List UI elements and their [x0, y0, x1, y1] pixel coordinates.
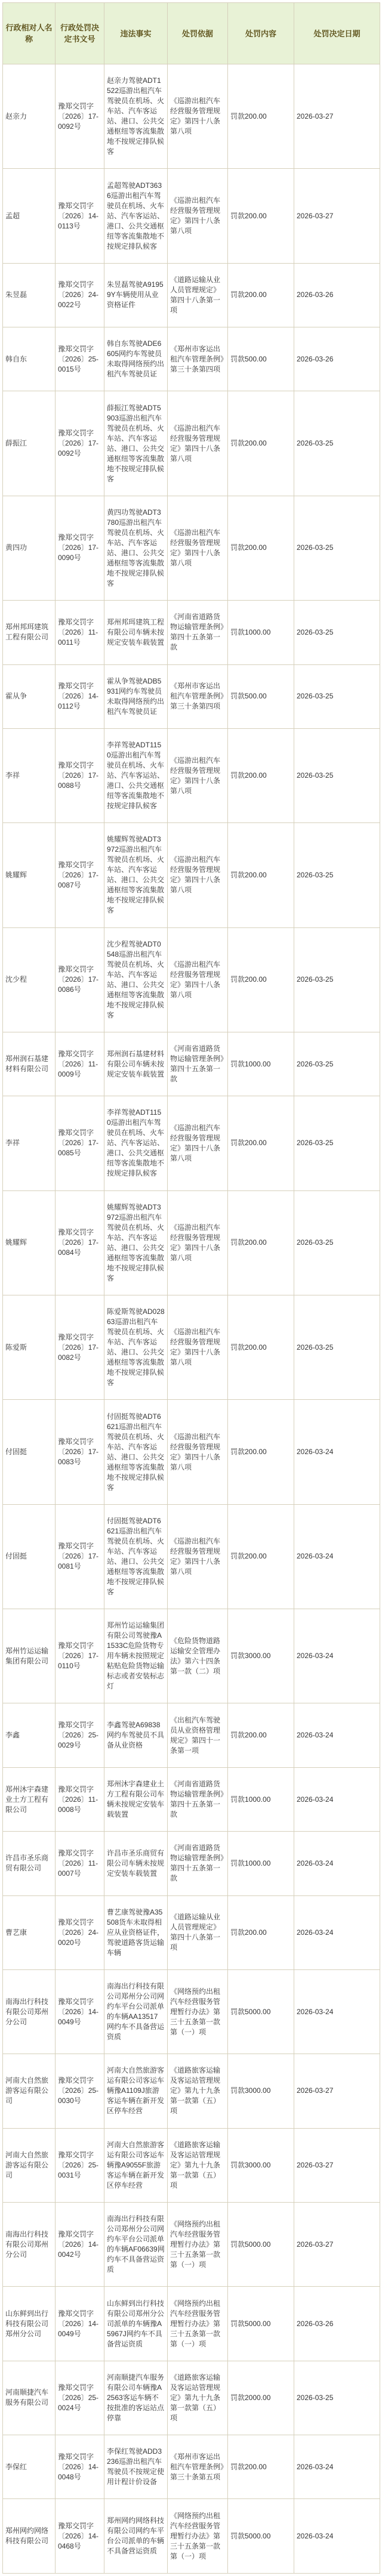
cell-basis: 《郑州市客运出租汽车管理条例》第三十条第四项 — [168, 664, 228, 728]
cell-fact: 郑州网约网络科技有限公司网约车平台公司派单的车辆不具备营运资质 — [104, 2499, 168, 2573]
cell-basis: 《巡游出租汽车经营服务管理规定》第四十八条第八项 — [168, 1400, 228, 1504]
cell-name: 赵亲力 — [3, 64, 56, 169]
table-row — [3, 1767, 380, 1831]
cell-basis: 《巡游出租汽车经营服务管理规定》第四十八条第八项 — [168, 1190, 228, 1295]
cell-content: 罚款5000.00 — [228, 2499, 294, 2573]
cell-basis: 《巡游出租汽车经营服务管理规定》第四十八条第八项 — [168, 64, 228, 169]
cell-basis: 《网络预约出租汽车经营服务管理暂行办法》第三十五条第一款第（一）项 — [168, 2287, 228, 2361]
cell-fact: 赵亲力驾驶ADT1522巡游出租汽车驾驶员在机场、火车站、汽车客运站、港口、公共交通枢纽等客流集散地不按规定排队候客 — [104, 64, 168, 169]
cell-date: 2026-03-25 — [294, 1295, 380, 1400]
cell-content: 罚款200.00 — [228, 64, 294, 169]
cell-name: 李祥 — [3, 1096, 56, 1190]
cell-basis: 《网络预约出租汽车经营服务管理暂行办法》第三十五条第一款第（一）项 — [168, 2499, 228, 2573]
cell-doc-no: 豫郑交罚字〔2026〕17-0082号 — [56, 1295, 104, 1400]
cell-date: 2026-03-26 — [294, 2287, 380, 2361]
cell-date: 2026-03-27 — [294, 169, 380, 263]
cell-content: 罚款200.00 — [228, 1400, 294, 1504]
table-row — [3, 1895, 380, 1969]
cell-name: 付固挺 — [3, 1504, 56, 1609]
cell-content: 罚款200.00 — [228, 391, 294, 496]
table-row — [3, 823, 380, 927]
header-content: 处罚内容 — [228, 3, 294, 64]
cell-doc-no: 豫郑交罚字〔2026〕11-0009号 — [56, 1032, 104, 1096]
cell-content: 罚款500.00 — [228, 327, 294, 391]
cell-content: 罚款1000.00 — [228, 1767, 294, 1831]
cell-doc-no: 豫郑交罚字〔2026〕17-0092号 — [56, 64, 104, 169]
cell-fact: 黄四功驾驶ADT3780巡游出租汽车驾驶员在机场、火车站、汽车客运站、港口、公共交通枢纽等客流集散地不按规定排队候客 — [104, 496, 168, 600]
cell-fact: 孟超驾驶ADT3636巡游出租汽车驾驶员在机场、火车站、汽车客运站、港口、公共交通枢纽等客流集散地不按规定排队候客 — [104, 169, 168, 263]
cell-doc-no: 豫郑交罚字〔2026〕25-0024号 — [56, 2361, 104, 2435]
cell-basis: 《危险货物道路运输安全管理办法》第六十四条第一款（二）项 — [168, 1609, 228, 1703]
cell-date: 2026-03-25 — [294, 601, 380, 664]
cell-date: 2026-03-25 — [294, 664, 380, 728]
cell-content: 罚款200.00 — [228, 169, 294, 263]
table-row — [3, 263, 380, 327]
table-row — [3, 2202, 380, 2286]
cell-name: 付固挺 — [3, 1400, 56, 1504]
cell-fact: 李祥驾驶ADT1150巡游出租汽车驾驶员在机场、火车站、汽车客运站、港口、公共交通枢纽等客流集散地不按规定排队候客 — [104, 728, 168, 822]
cell-name: 姚耀辉 — [3, 823, 56, 927]
cell-basis: 《道路运输从业人员管理规定》第四十八条第一项 — [168, 1895, 228, 1969]
cell-name: 南海出行科技有限公司郑州分公司 — [3, 1969, 56, 2054]
table-row — [3, 664, 380, 728]
cell-content: 罚款5000.00 — [228, 1969, 294, 2054]
cell-fact: 郑州邦珥建筑工程有限公司车辆未按规定安装车载装置 — [104, 601, 168, 664]
cell-date: 2026-03-25 — [294, 1032, 380, 1096]
cell-basis: 《道路旅客运输及客运站管理规定》第九十九条第一款第（五）项 — [168, 2361, 228, 2435]
cell-fact: 南海出行科技有限公司郑州分公司网约车平台公司派单的车辆AA13517网约车不具备营运资质 — [104, 1969, 168, 2054]
header-doc-no: 行政处罚决定书文号 — [56, 3, 104, 64]
cell-content: 罚款5000.00 — [228, 2287, 294, 2361]
cell-name: 山东鲜到出行科技有限公司郑州分公司 — [3, 2287, 56, 2361]
header-name: 行政相对人名称 — [3, 3, 56, 64]
cell-basis: 《河南省道路货物运输管理条例》第四十五条第一款 — [168, 1767, 228, 1831]
cell-fact: 李祥驾驶ADT1150巡游出租汽车驾驶员在机场、火车站、汽车客运站、港口、公共交通枢纽等客流集散地不按规定排队候客 — [104, 1096, 168, 1190]
table-row — [3, 1504, 380, 1609]
cell-date: 2026-03-24 — [294, 1832, 380, 1895]
cell-date: 2026-03-24 — [294, 1895, 380, 1969]
table-row — [3, 1400, 380, 1504]
cell-basis: 《道路运输从业人员管理规定》第四十八条第一项 — [168, 263, 228, 327]
cell-content: 罚款1000.00 — [228, 1032, 294, 1096]
cell-fact: 许昌市圣乐商贸有限公司车辆未按规定安装车载装置 — [104, 1832, 168, 1895]
cell-fact: 李鑫驾驶A69838网约车驾驶员不具备从业资格 — [104, 1703, 168, 1767]
cell-content: 罚款200.00 — [228, 728, 294, 822]
cell-name: 南海出行科技有限公司郑州分公司 — [3, 2202, 56, 2286]
cell-fact: 姚耀辉驾驶ADT3972巡游出租汽车驾驶员在机场、火车站、汽车客运站、港口、公共交通枢纽等客流集散地不按规定排队候客 — [104, 823, 168, 927]
table-row — [3, 601, 380, 664]
cell-doc-no: 豫郑交罚字〔2026〕14-0468号 — [56, 2499, 104, 2573]
cell-name: 郑州网约网络科技有限公司 — [3, 2499, 56, 2573]
cell-date: 2026-03-25 — [294, 1190, 380, 1295]
cell-doc-no: 豫郑交罚字〔2026〕14-0049号 — [56, 1969, 104, 2054]
cell-name: 李保红 — [3, 2435, 56, 2499]
cell-content: 罚款200.00 — [228, 496, 294, 600]
cell-basis: 《河南省道路货物运输管理条例》第四十五条第一款 — [168, 1032, 228, 1096]
table-row — [3, 391, 380, 496]
cell-name: 霍从争 — [3, 664, 56, 728]
cell-date: 2026-03-24 — [294, 1703, 380, 1767]
cell-fact: 付固挺驾驶ADT6621巡游出租汽车驾驶员在机场、火车站、汽车客运站、港口、公共交通枢纽等客流集散地不按规定排队候客 — [104, 1400, 168, 1504]
cell-name: 李鑫 — [3, 1703, 56, 1767]
cell-basis: 《巡游出租汽车经营服务管理规定》第四十八条第八项 — [168, 823, 228, 927]
cell-content: 罚款500.00 — [228, 664, 294, 728]
cell-doc-no: 豫郑交罚字〔2026〕14-0113号 — [56, 169, 104, 263]
cell-doc-no: 豫郑交罚字〔2026〕24-0020号 — [56, 1895, 104, 1969]
table-row — [3, 2287, 380, 2361]
cell-doc-no: 豫郑交罚字〔2026〕17-0110号 — [56, 1609, 104, 1703]
cell-fact: 沈少程驾驶ADT0548巡游出租汽车驾驶员在机场、火车站、汽车客运站、港口、公共交通枢纽等客流集散地不按规定排队候客 — [104, 927, 168, 1032]
cell-basis: 《道路旅客运输及客运站管理规定》第九十九条第一款第（五）项 — [168, 2128, 228, 2202]
table-row — [3, 1703, 380, 1767]
table-row — [3, 728, 380, 822]
cell-fact: 河南大自然旅游客运有限公司客运车辆豫A1109J旅游客运车辆在新开发区停车经营 — [104, 2054, 168, 2128]
cell-date: 2026-03-25 — [294, 728, 380, 822]
cell-basis: 《郑州市客运出租汽车管理条例》第三十条第五项 — [168, 2435, 228, 2499]
cell-date: 2026-03-26 — [294, 263, 380, 327]
cell-doc-no: 豫郑交罚字〔2026〕17-0086号 — [56, 927, 104, 1032]
cell-fact: 曹艺康驾驶豫A35508货车未取得相应从业资格证件，驾驶道路客货运输车辆 — [104, 1895, 168, 1969]
header-date: 处罚决定日期 — [294, 3, 380, 64]
cell-content: 罚款200.00 — [228, 823, 294, 927]
cell-doc-no: 豫郑交罚字〔2026〕25-0030号 — [56, 2054, 104, 2128]
cell-doc-no: 豫郑交罚字〔2026〕11-0011号 — [56, 601, 104, 664]
cell-name: 薛振江 — [3, 391, 56, 496]
table-row — [3, 2361, 380, 2435]
cell-content: 罚款1000.00 — [228, 601, 294, 664]
cell-name: 郑州沐宇森建业土方工程有限公司 — [3, 1767, 56, 1831]
cell-date: 2026-03-24 — [294, 1609, 380, 1703]
cell-date: 2026-03-25 — [294, 823, 380, 927]
table-row — [3, 2499, 380, 2573]
table-body — [3, 64, 380, 2574]
cell-date: 2026-03-25 — [294, 391, 380, 496]
header-row — [3, 3, 380, 64]
cell-date: 2026-03-24 — [294, 1767, 380, 1831]
cell-date: 2026-03-27 — [294, 64, 380, 169]
cell-date: 2026-03-25 — [294, 496, 380, 600]
cell-content: 罚款2000.00 — [228, 2361, 294, 2435]
cell-name: 曹艺康 — [3, 1895, 56, 1969]
cell-name: 郑州润石基建材料有限公司 — [3, 1032, 56, 1096]
cell-content: 罚款200.00 — [228, 1190, 294, 1295]
table-row — [3, 1832, 380, 1895]
cell-fact: 陈爱斯驾驶AD02863巡游出租汽车驾驶员在机场、火车站、汽车客运站、港口、公共交通枢纽等客流集散地不按规定排队候客 — [104, 1295, 168, 1400]
cell-doc-no: 豫郑交罚字〔2026〕17-0081号 — [56, 1504, 104, 1609]
cell-date: 2026-03-27 — [294, 2128, 380, 2202]
cell-content: 罚款200.00 — [228, 263, 294, 327]
cell-basis: 《巡游出租汽车经营服务管理规定》第四十八条第八项 — [168, 169, 228, 263]
table-row — [3, 496, 380, 600]
table-row — [3, 1969, 380, 2054]
table-row — [3, 169, 380, 263]
cell-basis: 《出租汽车驾驶员从业资格管理规定》第四十一条第一项 — [168, 1703, 228, 1767]
cell-basis: 《巡游出租汽车经营服务管理规定》第四十八条第八项 — [168, 496, 228, 600]
cell-fact: 薛振江驾驶ADT5903巡游出租汽车驾驶员在机场、火车站、汽车客运站、港口、公共交通枢纽等客流集散地不按规定排队候客 — [104, 391, 168, 496]
cell-fact: 韩自东驾驶ADE6605网约车驾驶员未取得网络预约出租汽车驾驶员证 — [104, 327, 168, 391]
cell-doc-no: 豫郑交罚字〔2026〕14-0048号 — [56, 2435, 104, 2499]
cell-fact: 郑州沐宇森建业土方工程有限公司车辆未按规定安装车载装置 — [104, 1767, 168, 1831]
table-row — [3, 1096, 380, 1190]
cell-doc-no: 豫郑交罚字〔2026〕17-0090号 — [56, 496, 104, 600]
table-row — [3, 64, 380, 169]
cell-name: 陈爱斯 — [3, 1295, 56, 1400]
cell-doc-no: 豫郑交罚字〔2026〕14-0112号 — [56, 664, 104, 728]
cell-doc-no: 豫郑交罚字〔2026〕17-0088号 — [56, 728, 104, 822]
table-row — [3, 1032, 380, 1096]
cell-name: 姚耀辉 — [3, 1190, 56, 1295]
cell-fact: 付固挺驾驶ADT6621巡游出租汽车驾驶员在机场、火车站、汽车客运站、港口、公共交通枢纽等客流集散地不按规定排队候客 — [104, 1504, 168, 1609]
header-basis: 处罚依据 — [168, 3, 228, 64]
table-row — [3, 2054, 380, 2128]
cell-date: 2026-03-27 — [294, 2054, 380, 2128]
cell-doc-no: 豫郑交罚字〔2026〕17-0087号 — [56, 823, 104, 927]
cell-fact: 郑州竹运运输集团有限公司驾驶豫A1533C危险货物专用车辆未按照规定粘贴危险货物运输标志或者安装标志灯 — [104, 1609, 168, 1703]
table-row — [3, 2128, 380, 2202]
cell-content: 罚款1000.00 — [228, 1832, 294, 1895]
cell-date: 2026-03-24 — [294, 1504, 380, 1609]
cell-doc-no: 豫郑交罚字〔2026〕17-0085号 — [56, 1096, 104, 1190]
cell-basis: 《河南省道路货物运输管理条例》第四十五条第一款 — [168, 601, 228, 664]
cell-name: 许昌市圣乐商贸有限公司 — [3, 1832, 56, 1895]
cell-doc-no: 豫郑交罚字〔2026〕17-0084号 — [56, 1190, 104, 1295]
cell-name: 朱昱磊 — [3, 263, 56, 327]
cell-date: 2026-03-26 — [294, 327, 380, 391]
cell-basis: 《网络预约出租汽车经营服务管理暂行办法》第三十五条第一款第（一）项 — [168, 2202, 228, 2286]
cell-basis: 《巡游出租汽车经营服务管理规定》第四十八条第八项 — [168, 1096, 228, 1190]
cell-content: 罚款200.00 — [228, 1096, 294, 1190]
cell-date: 2026-03-24 — [294, 2499, 380, 2573]
cell-date: 2026-03-24 — [294, 1400, 380, 1504]
cell-doc-no: 豫郑交罚字〔2026〕25-0015号 — [56, 327, 104, 391]
cell-basis: 《网络预约出租汽车经营服务管理暂行办法》第三十五条第一款第（一）项 — [168, 1969, 228, 2054]
cell-date: 2026-03-24 — [294, 2435, 380, 2499]
cell-name: 孟超 — [3, 169, 56, 263]
cell-name: 郑州邦珥建筑工程有限公司 — [3, 601, 56, 664]
cell-name: 韩自东 — [3, 327, 56, 391]
cell-content: 罚款200.00 — [228, 2435, 294, 2499]
cell-name: 李祥 — [3, 728, 56, 822]
cell-basis: 《巡游出租汽车经营服务管理规定》第四十八条第八项 — [168, 728, 228, 822]
cell-fact: 李保红驾驶ADD3236巡游出租汽车驾驶员不按规定使用计程计价设备 — [104, 2435, 168, 2499]
cell-fact: 河南顺捷汽车服务有限公司车辆豫A2563客运车辆不按批准的客运站点停靠 — [104, 2361, 168, 2435]
cell-content: 罚款200.00 — [228, 1703, 294, 1767]
cell-date: 2026-03-25 — [294, 927, 380, 1032]
cell-content: 罚款5000.00 — [228, 2202, 294, 2286]
cell-doc-no: 豫郑交罚字〔2026〕11-0008号 — [56, 1767, 104, 1831]
cell-doc-no: 豫郑交罚字〔2026〕25-0029号 — [56, 1703, 104, 1767]
cell-content: 罚款200.00 — [228, 1295, 294, 1400]
table-row — [3, 327, 380, 391]
table-header — [3, 3, 380, 64]
cell-basis: 《巡游出租汽车经营服务管理规定》第四十八条第八项 — [168, 1504, 228, 1609]
cell-content: 罚款3000.00 — [228, 2054, 294, 2128]
cell-basis: 《巡游出租汽车经营服务管理规定》第四十八条第八项 — [168, 927, 228, 1032]
table-row — [3, 1295, 380, 1400]
cell-name: 郑州竹运运输集团有限公司 — [3, 1609, 56, 1703]
table-row — [3, 927, 380, 1032]
cell-basis: 《道路旅客运输及客运站管理规定》第九十九条第一款第（五）项 — [168, 2054, 228, 2128]
cell-fact: 霍从争驾驶ADB5931网约车驾驶员未取得网络预约出租汽车驾驶员证 — [104, 664, 168, 728]
cell-content: 罚款200.00 — [228, 1895, 294, 1969]
cell-name: 河南大自然旅游客运有限公司 — [3, 2054, 56, 2128]
penalty-table — [2, 2, 380, 2574]
cell-doc-no: 豫郑交罚字〔2026〕11-0007号 — [56, 1832, 104, 1895]
cell-basis: 《巡游出租汽车经营服务管理规定》第四十八条第八项 — [168, 1295, 228, 1400]
cell-date: 2026-03-25 — [294, 2361, 380, 2435]
cell-doc-no: 豫郑交罚字〔2026〕25-0031号 — [56, 2128, 104, 2202]
cell-name: 黄四功 — [3, 496, 56, 600]
cell-date: 2026-03-27 — [294, 2202, 380, 2286]
cell-basis: 《巡游出租汽车经营服务管理规定》第四十八条第八项 — [168, 391, 228, 496]
cell-date: 2026-03-24 — [294, 1969, 380, 2054]
cell-doc-no: 豫郑交罚字〔2026〕17-0083号 — [56, 1400, 104, 1504]
cell-content: 罚款3000.00 — [228, 1609, 294, 1703]
cell-doc-no: 豫郑交罚字〔2026〕14-0049号 — [56, 2287, 104, 2361]
cell-content: 罚款200.00 — [228, 1504, 294, 1609]
cell-fact: 朱昱磊驾驶A91959Y车辆使用从业资格证件 — [104, 263, 168, 327]
cell-doc-no: 豫郑交罚字〔2026〕24-0022号 — [56, 263, 104, 327]
table-row — [3, 1190, 380, 1295]
cell-content: 罚款200.00 — [228, 927, 294, 1032]
table-row — [3, 1609, 380, 1703]
cell-fact: 山东鲜到出行科技有限公司郑州分公司派单的车辆豫A5967J网约车不具备营运资质 — [104, 2287, 168, 2361]
cell-doc-no: 豫郑交罚字〔2026〕17-0092号 — [56, 391, 104, 496]
cell-name: 河南大自然旅游客运有限公司 — [3, 2128, 56, 2202]
cell-fact: 郑州润石基建材料有限公司车辆未按规定安装车载装置 — [104, 1032, 168, 1096]
cell-date: 2026-03-25 — [294, 1096, 380, 1190]
cell-basis: 《郑州市客运出租汽车管理条例》第三十条第四项 — [168, 327, 228, 391]
cell-fact: 南海出行科技有限公司郑州分公司网约车平台公司派单的车辆AF06639网约车不具备营运资质 — [104, 2202, 168, 2286]
header-fact: 违法事实 — [104, 3, 168, 64]
table-row — [3, 2435, 380, 2499]
cell-name: 河南顺捷汽车服务有限公司 — [3, 2361, 56, 2435]
cell-content: 罚款3000.00 — [228, 2128, 294, 2202]
cell-fact: 河南大自然旅游客运有限公司客运车辆豫A9055F旅游客运车辆在新开发区停车经营 — [104, 2128, 168, 2202]
cell-fact: 姚耀辉驾驶ADT3972巡游出租汽车驾驶员在机场、火车站、汽车客运站、港口、公共交通枢纽等客流集散地不按规定排队候客 — [104, 1190, 168, 1295]
cell-basis: 《河南省道路货物运输管理条例》第四十五条第一款 — [168, 1832, 228, 1895]
cell-name: 沈少程 — [3, 927, 56, 1032]
cell-doc-no: 豫郑交罚字〔2026〕14-0042号 — [56, 2202, 104, 2286]
